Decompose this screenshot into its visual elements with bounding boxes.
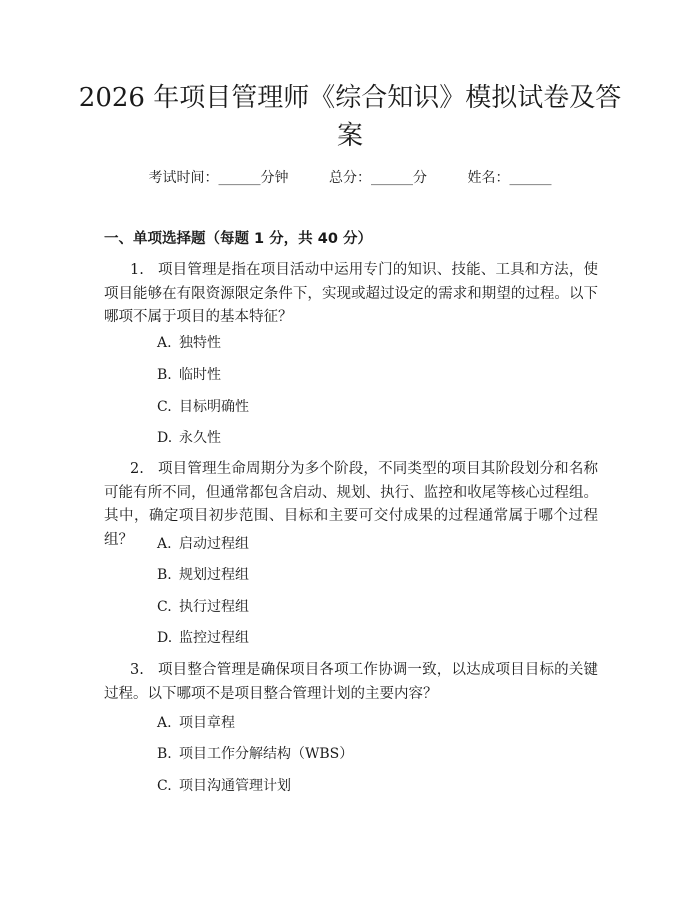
total-score-label: 总分：______分 [329,170,427,186]
option-letter: C. [157,599,172,615]
question-text: 项目整合管理是确保项目各项工作协调一致，以达成项目目标的关键过程。以下哪项不是项目整合管理计划的主要内容？ [104,662,598,702]
option-letter: A. [157,335,172,351]
option-letter: D. [157,430,173,446]
name-label: 姓名：______ [467,170,552,186]
option-letter: C. [157,399,172,415]
option-2b [157,565,249,585]
exam-meta [0,168,700,188]
option-letter: B. [157,567,172,583]
option-letter: B. [157,367,172,383]
question-number: 3. [130,662,144,678]
option-text: 项目工作分解结构（WBS） [179,746,354,762]
option-1a [157,333,221,353]
option-letter: B. [157,746,172,762]
option-2a [157,534,249,554]
option-text: 项目章程 [179,715,235,731]
option-text: 监控过程组 [179,630,249,646]
question-1 [104,259,598,330]
option-text: 执行过程组 [179,599,249,615]
question-number: 1. [130,262,144,278]
question-3 [104,659,598,706]
section-heading: 一、单项选择题（每题 1 分，共 40 分） [104,231,372,247]
option-letter: C. [157,778,172,794]
option-2c [157,597,249,617]
option-1c [157,397,249,417]
option-text: 项目沟通管理计划 [179,778,291,794]
option-text: 启动过程组 [179,536,249,552]
page-title: 2026 年项目管理师《综合知识》模拟试卷及答案 [78,83,622,151]
exam-time-label: 考试时间：______分钟 [148,170,289,186]
option-text: 永久性 [179,430,221,446]
option-text: 临时性 [179,367,221,383]
option-3a [157,713,235,733]
question-number: 2. [130,461,144,477]
option-text: 独特性 [179,335,221,351]
question-text: 项目管理生命周期分为多个阶段，不同类型的项目其阶段划分和名称可能有所不同，但通常都包含启动、规划、执行、监控和收尾等核心过程组。其中，确定项目初步范围、目标和主要可交付成果的过程通常属于哪个过程组？ [104,461,598,548]
option-1d [157,428,221,448]
option-text: 规划过程组 [179,567,249,583]
option-2d [157,628,249,648]
option-text: 目标明确性 [179,399,249,415]
option-letter: A. [157,715,172,731]
option-3b [157,744,353,764]
option-letter: A. [157,536,172,552]
option-letter: D. [157,630,173,646]
option-1b [157,365,221,385]
option-3c [157,776,291,796]
question-text: 项目管理是指在项目活动中运用专门的知识、技能、工具和方法，使项目能够在有限资源限定条件下，实现或超过设定的需求和期望的过程。以下哪项不属于项目的基本特征？ [104,262,598,325]
